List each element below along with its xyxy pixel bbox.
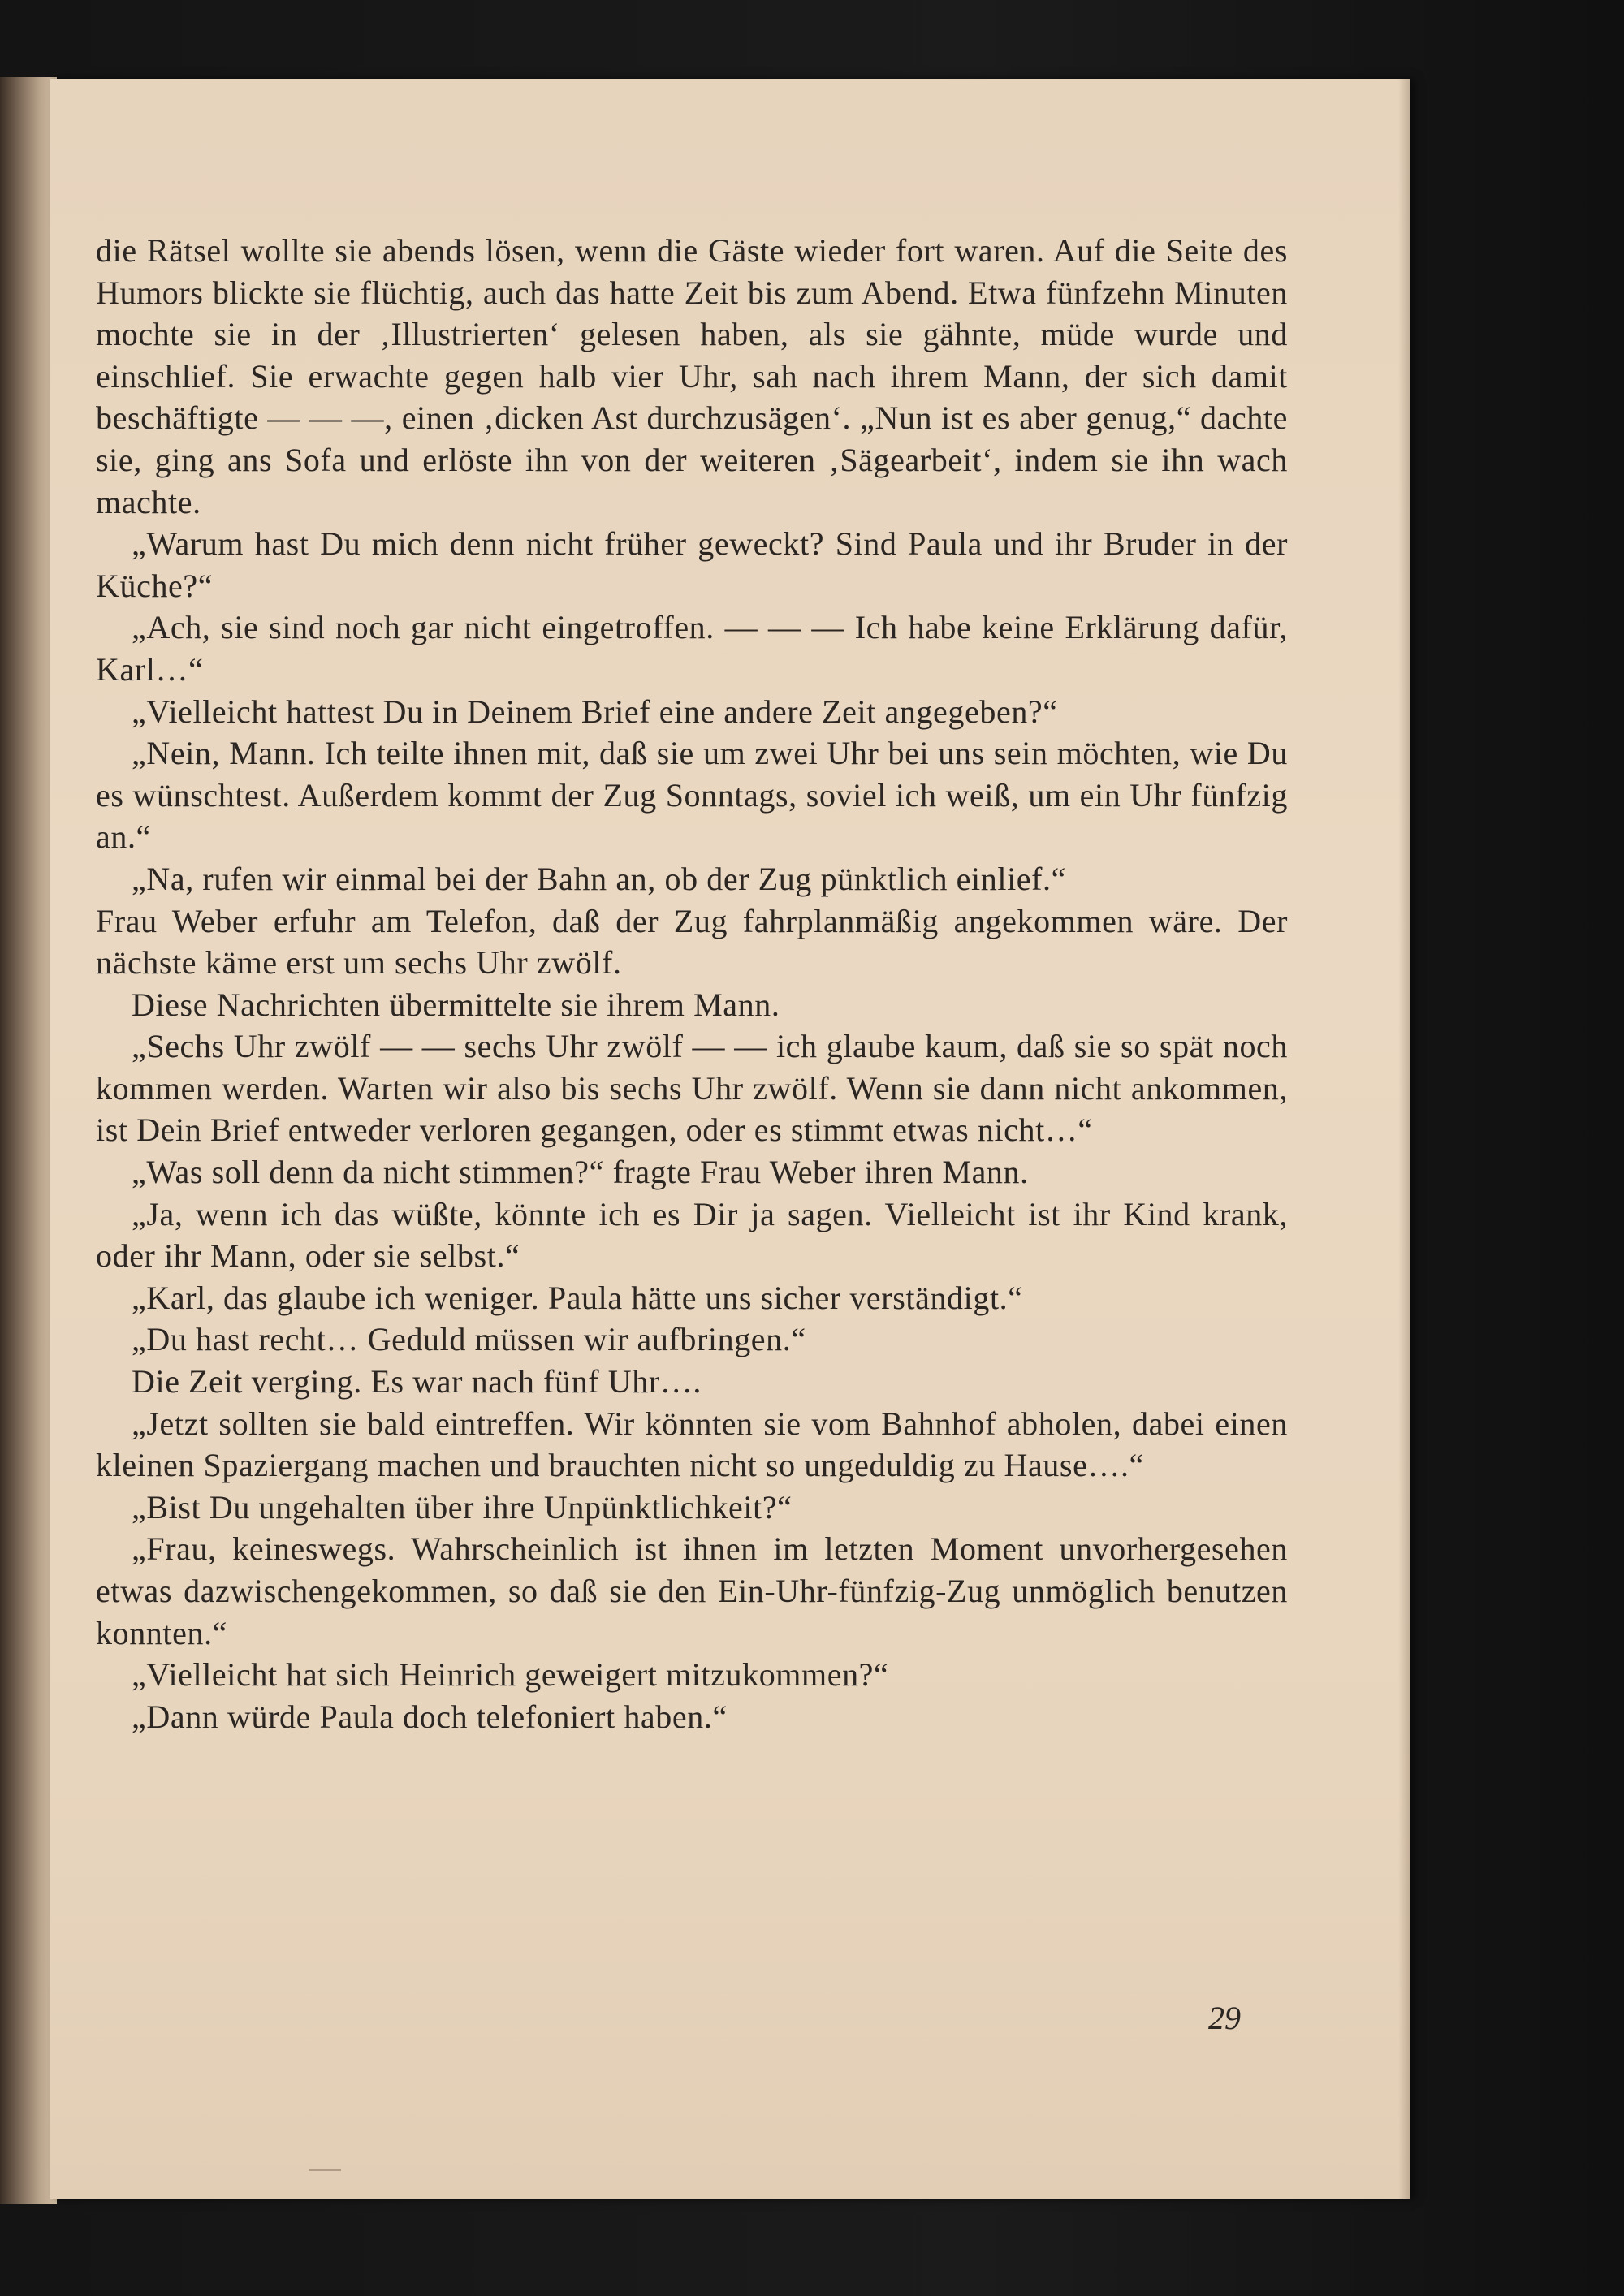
page-number: 29 <box>1208 2000 1241 2036</box>
paragraph: „Warum hast Du mich denn nicht früher geweckt? Sind Paula und ihr Bruder in der Küche?“ <box>96 525 1288 604</box>
paragraph: „Frau, keineswegs. Wahrscheinlich ist ihnen im letzten Moment unvorhergesehen etwas dazwischengekommen, so daß sie den Ein-Uhr-fünfzig-Zug unmöglich benutzen konnten.“ <box>96 1530 1288 1651</box>
paragraph: „Bist Du ungehalten über ihre Unpünktlichkeit?“ <box>132 1488 793 1526</box>
book-page <box>50 79 1410 2199</box>
paragraph: „Ach, sie sind noch gar nicht eingetroffen. — — — Ich habe keine Erklärung dafür, Karl…“ <box>96 609 1288 688</box>
paragraph: „Vielleicht hattest Du in Deinem Brief eine andere Zeit angegeben?“ <box>132 693 1058 730</box>
paragraph: Frau Weber erfuhr am Telefon, daß der Zug fahrplanmäßig angekommen wäre. Der nächste käme erst um sechs Uhr zwölf. <box>96 902 1288 982</box>
paragraph: „Sechs Uhr zwölf — — sechs Uhr zwölf — — ich glaube kaum, daß sie so spät noch kommen werden. Warten wir also bis sechs Uhr zwölf. Wenn sie dann nicht ankommen, ist Dein Brief entweder verloren gegangen, oder es stimmt etwas nicht…“ <box>96 1028 1288 1149</box>
paragraph: „Na, rufen wir einmal bei der Bahn an, ob der Zug pünktlich einlief.“ <box>132 860 1067 897</box>
body-text <box>96 230 1288 1737</box>
paragraph: „Ja, wenn ich das wüßte, könnte ich es Dir ja sagen. Vielleicht ist ihr Kind krank, oder ihr Mann, oder sie selbst.“ <box>96 1195 1288 1275</box>
paragraph: „Nein, Mann. Ich teilte ihnen mit, daß sie um zwei Uhr bei uns sein möchten, wie Du es wünschtest. Außerdem kommt der Zug Sonntags, soviel ich weiß, um ein Uhr fünfzig an.“ <box>96 735 1288 856</box>
paragraph: Diese Nachrichten übermittelte sie ihrem Mann. <box>132 986 780 1023</box>
paragraph: Die Zeit verging. Es war nach fünf Uhr…. <box>132 1363 702 1400</box>
paragraph: die Rätsel wollte sie abends lösen, wenn die Gäste wieder fort waren. Auf die Seite des Humors blickte sie flüchtig, auch das hatte Zeit bis zum Abend. Etwa fünfzehn Minuten mochte sie in der ‚Illustrierten‘ gelesen haben, als sie gähnte, müde wurde und einschlief. Sie erwachte gegen halb vier Uhr, sah nach ihrem Mann, der sich damit beschäftigte — — —, einen ‚dicken Ast durchzusägen‘. „Nun ist es aber genug,“ dachte sie, ging ans Sofa und erlöste ihn von der weiteren ‚Sägearbeit‘, indem sie ihn wach machte. <box>96 232 1288 520</box>
paragraph: „Karl, das glaube ich weniger. Paula hätte uns sicher verständigt.“ <box>132 1279 1023 1316</box>
book-spine <box>0 77 57 2204</box>
paragraph: „Vielleicht hat sich Heinrich geweigert mitzukommen?“ <box>132 1656 889 1694</box>
paragraph: „Du hast recht… Geduld müssen wir aufbringen.“ <box>132 1321 806 1358</box>
paragraph: „Jetzt sollten sie bald eintreffen. Wir könnten sie vom Bahnhof abholen, dabei einen kleinen Spaziergang machen und brauchten nicht so ungeduldig zu Hause….“ <box>96 1405 1288 1484</box>
paragraph: „Was soll denn da nicht stimmen?“ fragte Frau Weber ihren Mann. <box>132 1154 1029 1191</box>
print-mark <box>309 2169 341 2171</box>
paragraph: „Dann würde Paula doch telefoniert haben.“ <box>132 1698 728 1735</box>
